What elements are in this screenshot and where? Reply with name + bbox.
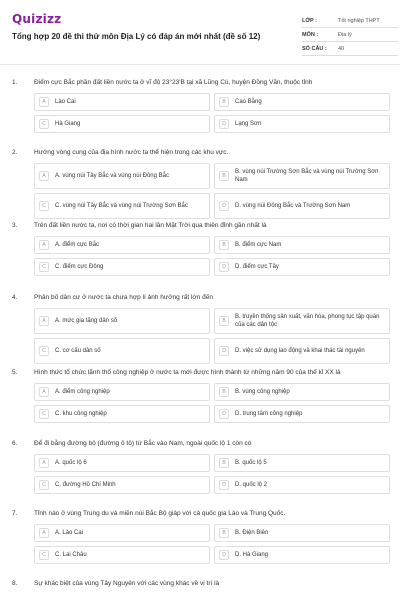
question-text: Để đi bằng đường bộ (đường ô tô) từ Bắc vào Nam, ngoài quốc lộ 1 còn có xyxy=(34,440,252,447)
question-text: Sự khác biệt của vùng Tây Nguyên với các vùng khác về vị trí là xyxy=(34,580,220,587)
question-number: 7. xyxy=(12,510,18,517)
option-letter-badge: A xyxy=(39,97,49,107)
answer-option-c[interactable] xyxy=(34,258,210,276)
option-letter-badge: B xyxy=(219,240,229,250)
question-text: Phân bố dân cư ở nước ta chưa hợp lí ảnh hưởng rất lớn đến xyxy=(34,294,213,301)
answer-option-b[interactable] xyxy=(214,454,390,472)
question-number: 8. xyxy=(12,580,18,587)
answer-option-a[interactable] xyxy=(34,93,210,111)
header-divider xyxy=(0,64,400,65)
question-text: Điểm cực Bắc phần đất liền nước ta ở vĩ độ 23°23'B tại xã Lũng Cú, huyện Đồng Văn, thuộc tỉnh xyxy=(34,79,313,86)
question-text: Trên đất liền nước ta, nơi có thời gian hai lần Mặt Trời qua thiên đỉnh gần nhất là xyxy=(34,222,267,229)
answer-option-d[interactable] xyxy=(214,338,390,364)
option-text: C. vùng núi Tây Bắc và vùng núi Trường Sơn Bắc xyxy=(55,203,188,209)
option-text: A. Lào Cai xyxy=(55,530,84,536)
quizizz-logo: Quizizz xyxy=(12,12,62,26)
question-8 xyxy=(12,580,388,600)
option-letter-badge: D xyxy=(219,346,229,356)
question-number: 2. xyxy=(12,149,18,156)
option-text: D. trung tâm công nghiệp xyxy=(235,411,303,417)
meta-row-count xyxy=(302,42,398,56)
option-text: C. khu công nghiệp xyxy=(55,411,107,417)
question-1 xyxy=(12,79,388,139)
option-text: D. Hà Giang xyxy=(235,552,269,558)
option-text: C. điểm cực Đông xyxy=(55,264,104,270)
option-letter-badge: A xyxy=(39,171,49,181)
answer-option-b[interactable] xyxy=(214,383,390,401)
option-letter-badge: C xyxy=(39,550,49,560)
question-number: 5. xyxy=(12,369,18,376)
option-text: A. vùng núi Tây Bắc và vùng núi Đông Bắc xyxy=(55,173,169,179)
question-2 xyxy=(12,149,388,209)
option-text: D. vùng núi Đông Bắc và Trường Sơn Nam xyxy=(235,203,351,209)
answer-option-b[interactable] xyxy=(214,93,390,111)
option-text: C. Lai Châu xyxy=(55,552,87,558)
option-text: B. vùng núi Trường Sơn Bắc và vùng núi Trường Sơn Nam xyxy=(235,169,379,183)
question-6 xyxy=(12,440,388,500)
answer-option-b[interactable] xyxy=(214,308,390,334)
option-letter-badge: B xyxy=(219,171,229,181)
option-letter-badge: A xyxy=(39,240,49,250)
answer-option-a[interactable] xyxy=(34,308,210,334)
question-number: 1. xyxy=(12,79,18,86)
option-text: A. quốc lộ 6 xyxy=(55,460,87,466)
meta-value: Địa lý xyxy=(338,31,352,38)
option-letter-badge: D xyxy=(219,480,229,490)
option-text: B. vùng công nghiệp xyxy=(235,389,290,395)
question-number: 6. xyxy=(12,440,18,447)
option-text: A. điểm cực Bắc xyxy=(55,242,100,248)
option-letter-badge: B xyxy=(219,387,229,397)
option-letter-badge: D xyxy=(219,550,229,560)
option-text: A. mức gia tăng dân số xyxy=(55,318,118,324)
answer-option-d[interactable] xyxy=(214,258,390,276)
option-letter-badge: C xyxy=(39,119,49,129)
question-text: Hình thức tổ chức lãnh thổ công nghiệp ở nước ta mới được hình thành từ những năm 90 của thế kỉ XX là xyxy=(34,369,341,376)
option-text: B. quốc lộ 5 xyxy=(235,460,267,466)
worksheet-header xyxy=(12,10,388,60)
answer-option-c[interactable] xyxy=(34,115,210,133)
option-letter-badge: C xyxy=(39,480,49,490)
option-letter-badge: A xyxy=(39,528,49,538)
option-text: A. điểm công nghiệp xyxy=(55,389,110,395)
question-text: Tỉnh nào ở vùng Trung du và miền núi Bắc Bộ giáp với cả quốc gia Lào và Trung Quốc. xyxy=(34,510,286,517)
answer-option-b[interactable] xyxy=(214,163,390,189)
answer-option-d[interactable] xyxy=(214,546,390,564)
answer-option-a[interactable] xyxy=(34,454,210,472)
meta-row-subject xyxy=(302,28,398,42)
meta-key: MÔN : xyxy=(302,31,319,38)
answer-option-a[interactable] xyxy=(34,236,210,254)
option-letter-badge: D xyxy=(219,201,229,211)
meta-key: LỚP : xyxy=(302,17,317,24)
option-text: Lạng Sơn xyxy=(235,121,262,127)
option-text: C. cơ cấu dân số xyxy=(55,348,101,354)
option-letter-badge: C xyxy=(39,201,49,211)
option-letter-badge: A xyxy=(39,458,49,468)
option-letter-badge: B xyxy=(219,316,229,326)
question-number: 3. xyxy=(12,222,18,229)
question-3 xyxy=(12,222,388,282)
worksheet-title: Tổng hợp 20 đề thi thử môn Địa Lý có đáp án mới nhất (đề số 12) xyxy=(12,32,261,41)
answer-option-a[interactable] xyxy=(34,163,210,189)
answer-option-a[interactable] xyxy=(34,383,210,401)
answer-option-c[interactable] xyxy=(34,476,210,494)
question-4 xyxy=(12,294,388,354)
option-letter-badge: B xyxy=(219,528,229,538)
option-letter-badge: C xyxy=(39,262,49,272)
option-text: Lào Cai xyxy=(55,99,76,105)
meta-row-class xyxy=(302,14,398,28)
answer-option-c[interactable] xyxy=(34,193,210,219)
answer-option-c[interactable] xyxy=(34,546,210,564)
meta-value: Tốt nghiệp THPT xyxy=(338,17,380,24)
option-text: Cao Bằng xyxy=(235,99,262,105)
meta-value: 40 xyxy=(338,45,345,52)
option-letter-badge: B xyxy=(219,97,229,107)
question-7 xyxy=(12,510,388,570)
answer-option-b[interactable] xyxy=(214,524,390,542)
option-text: D. việc sử dụng lao động và khai thác tài nguyên xyxy=(235,348,365,354)
option-letter-badge: A xyxy=(39,387,49,397)
option-letter-badge: C xyxy=(39,409,49,419)
option-text: D. quốc lộ 2 xyxy=(235,482,268,488)
option-letter-badge: C xyxy=(39,346,49,356)
option-text: B. Điện Biên xyxy=(235,530,269,536)
question-text: Hướng vòng cung của địa hình nước ta thể hiện trong các khu vực. xyxy=(34,149,229,156)
answer-option-d[interactable] xyxy=(214,115,390,133)
answer-option-d[interactable] xyxy=(214,476,390,494)
answer-option-d[interactable] xyxy=(214,193,390,219)
worksheet-meta xyxy=(302,14,398,56)
option-letter-badge: B xyxy=(219,458,229,468)
option-text: D. điểm cực Tây xyxy=(235,264,279,270)
answer-option-c[interactable] xyxy=(34,405,210,423)
option-text: B. truyền thống sản xuất, văn hóa, phong tục tập quán của các dân tộc xyxy=(235,314,380,328)
meta-key: SỐ CÂU : xyxy=(302,45,327,52)
answer-option-d[interactable] xyxy=(214,405,390,423)
question-number: 4. xyxy=(12,294,18,301)
option-text: C. đường Hồ Chí Minh xyxy=(55,482,116,488)
option-letter-badge: A xyxy=(39,316,49,326)
answer-option-b[interactable] xyxy=(214,236,390,254)
answer-option-c[interactable] xyxy=(34,338,210,364)
question-5 xyxy=(12,369,388,429)
option-letter-badge: D xyxy=(219,409,229,419)
answer-option-a[interactable] xyxy=(34,524,210,542)
option-letter-badge: D xyxy=(219,119,229,129)
option-letter-badge: D xyxy=(219,262,229,272)
option-text: B. điểm cực Nam xyxy=(235,242,282,248)
option-text: Hà Giang xyxy=(55,121,81,127)
